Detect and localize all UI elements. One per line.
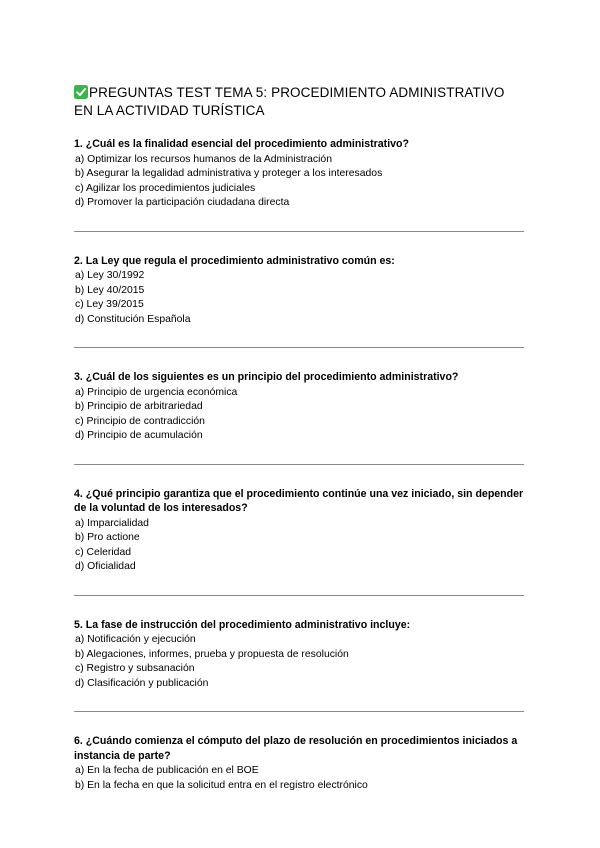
answer-option: c) Ley 39/2015 [75,299,144,310]
question-text: 4. ¿Qué principio garantiza que el procedimiento continúe una vez iniciado, sin depender de la voluntad de los interesados? [74,487,524,514]
answer-option: b) Alegaciones, informes, prueba y propuesta de resolución [75,648,349,660]
question-text: 1. ¿Cuál es la finalidad esencial del procedimiento administrativo? [74,138,409,150]
answer-option: c) Celeridad [75,546,132,558]
page-title [74,84,524,120]
question-block [74,254,524,328]
section-divider [74,231,524,232]
section-divider [74,347,524,348]
answer-option: a) Optimizar los recursos humanos de la Administración [75,153,332,165]
answer-option: b) Asegurar la legalidad administrativa y proteger a los interesados [75,168,383,179]
answer-option: c) Principio de contradicción [75,415,205,427]
answer-option: d) Promover la participación ciudadana directa [75,197,290,208]
question-block [74,137,524,211]
question-text: 3. ¿Cuál de los siguientes es un principio del procedimiento administrativo? [74,371,459,383]
question-list [74,137,524,793]
question-text: 6. ¿Cuándo comienza el cómputo del plazo de resolución en procedimientos iniciados a instancia de parte? [74,735,518,762]
answer-option: a) Principio de urgencia económica [75,386,238,398]
check-mark-button-icon [74,85,88,99]
answer-option: a) Notificación y ejecución [75,634,196,645]
answer-option: a) En la fecha de publicación en el BOE [75,765,259,776]
answer-option: c) Agilizar los procedimientos judiciales [75,182,256,194]
answer-option: d) Clasificación y publicación [75,677,209,689]
answer-option: d) Oficialidad [75,561,136,572]
answer-option: b) En la fecha en que la solicitud entra en el registro electrónico [75,779,368,791]
section-divider [74,711,524,712]
answer-option: b) Principio de arbitrariedad [75,401,203,412]
answer-option: b) Pro actione [75,532,140,543]
answer-option: b) Ley 40/2015 [75,284,145,296]
page-title-text: PREGUNTAS TEST TEMA 5: PROCEDIMIENTO ADMINISTRATIVO EN LA ACTIVIDAD TURÍSTICA [74,85,505,118]
section-divider [74,464,524,465]
document-page [74,84,524,793]
question-text: 5. La fase de instrucción del procedimiento administrativo incluye: [74,618,411,631]
answer-option: a) Ley 30/1992 [75,270,145,281]
answer-option: d) Principio de acumulación [75,430,203,441]
answer-option: c) Registro y subsanación [75,663,195,674]
answer-option: a) Imparcialidad [75,517,149,529]
question-block [74,734,524,793]
question-text: 2. La Ley que regula el procedimiento administrativo común es: [74,254,395,267]
section-divider [74,595,524,596]
answer-option: d) Constitución Española [75,313,191,325]
question-block [74,370,524,444]
question-block [74,487,524,575]
question-block [74,618,524,692]
